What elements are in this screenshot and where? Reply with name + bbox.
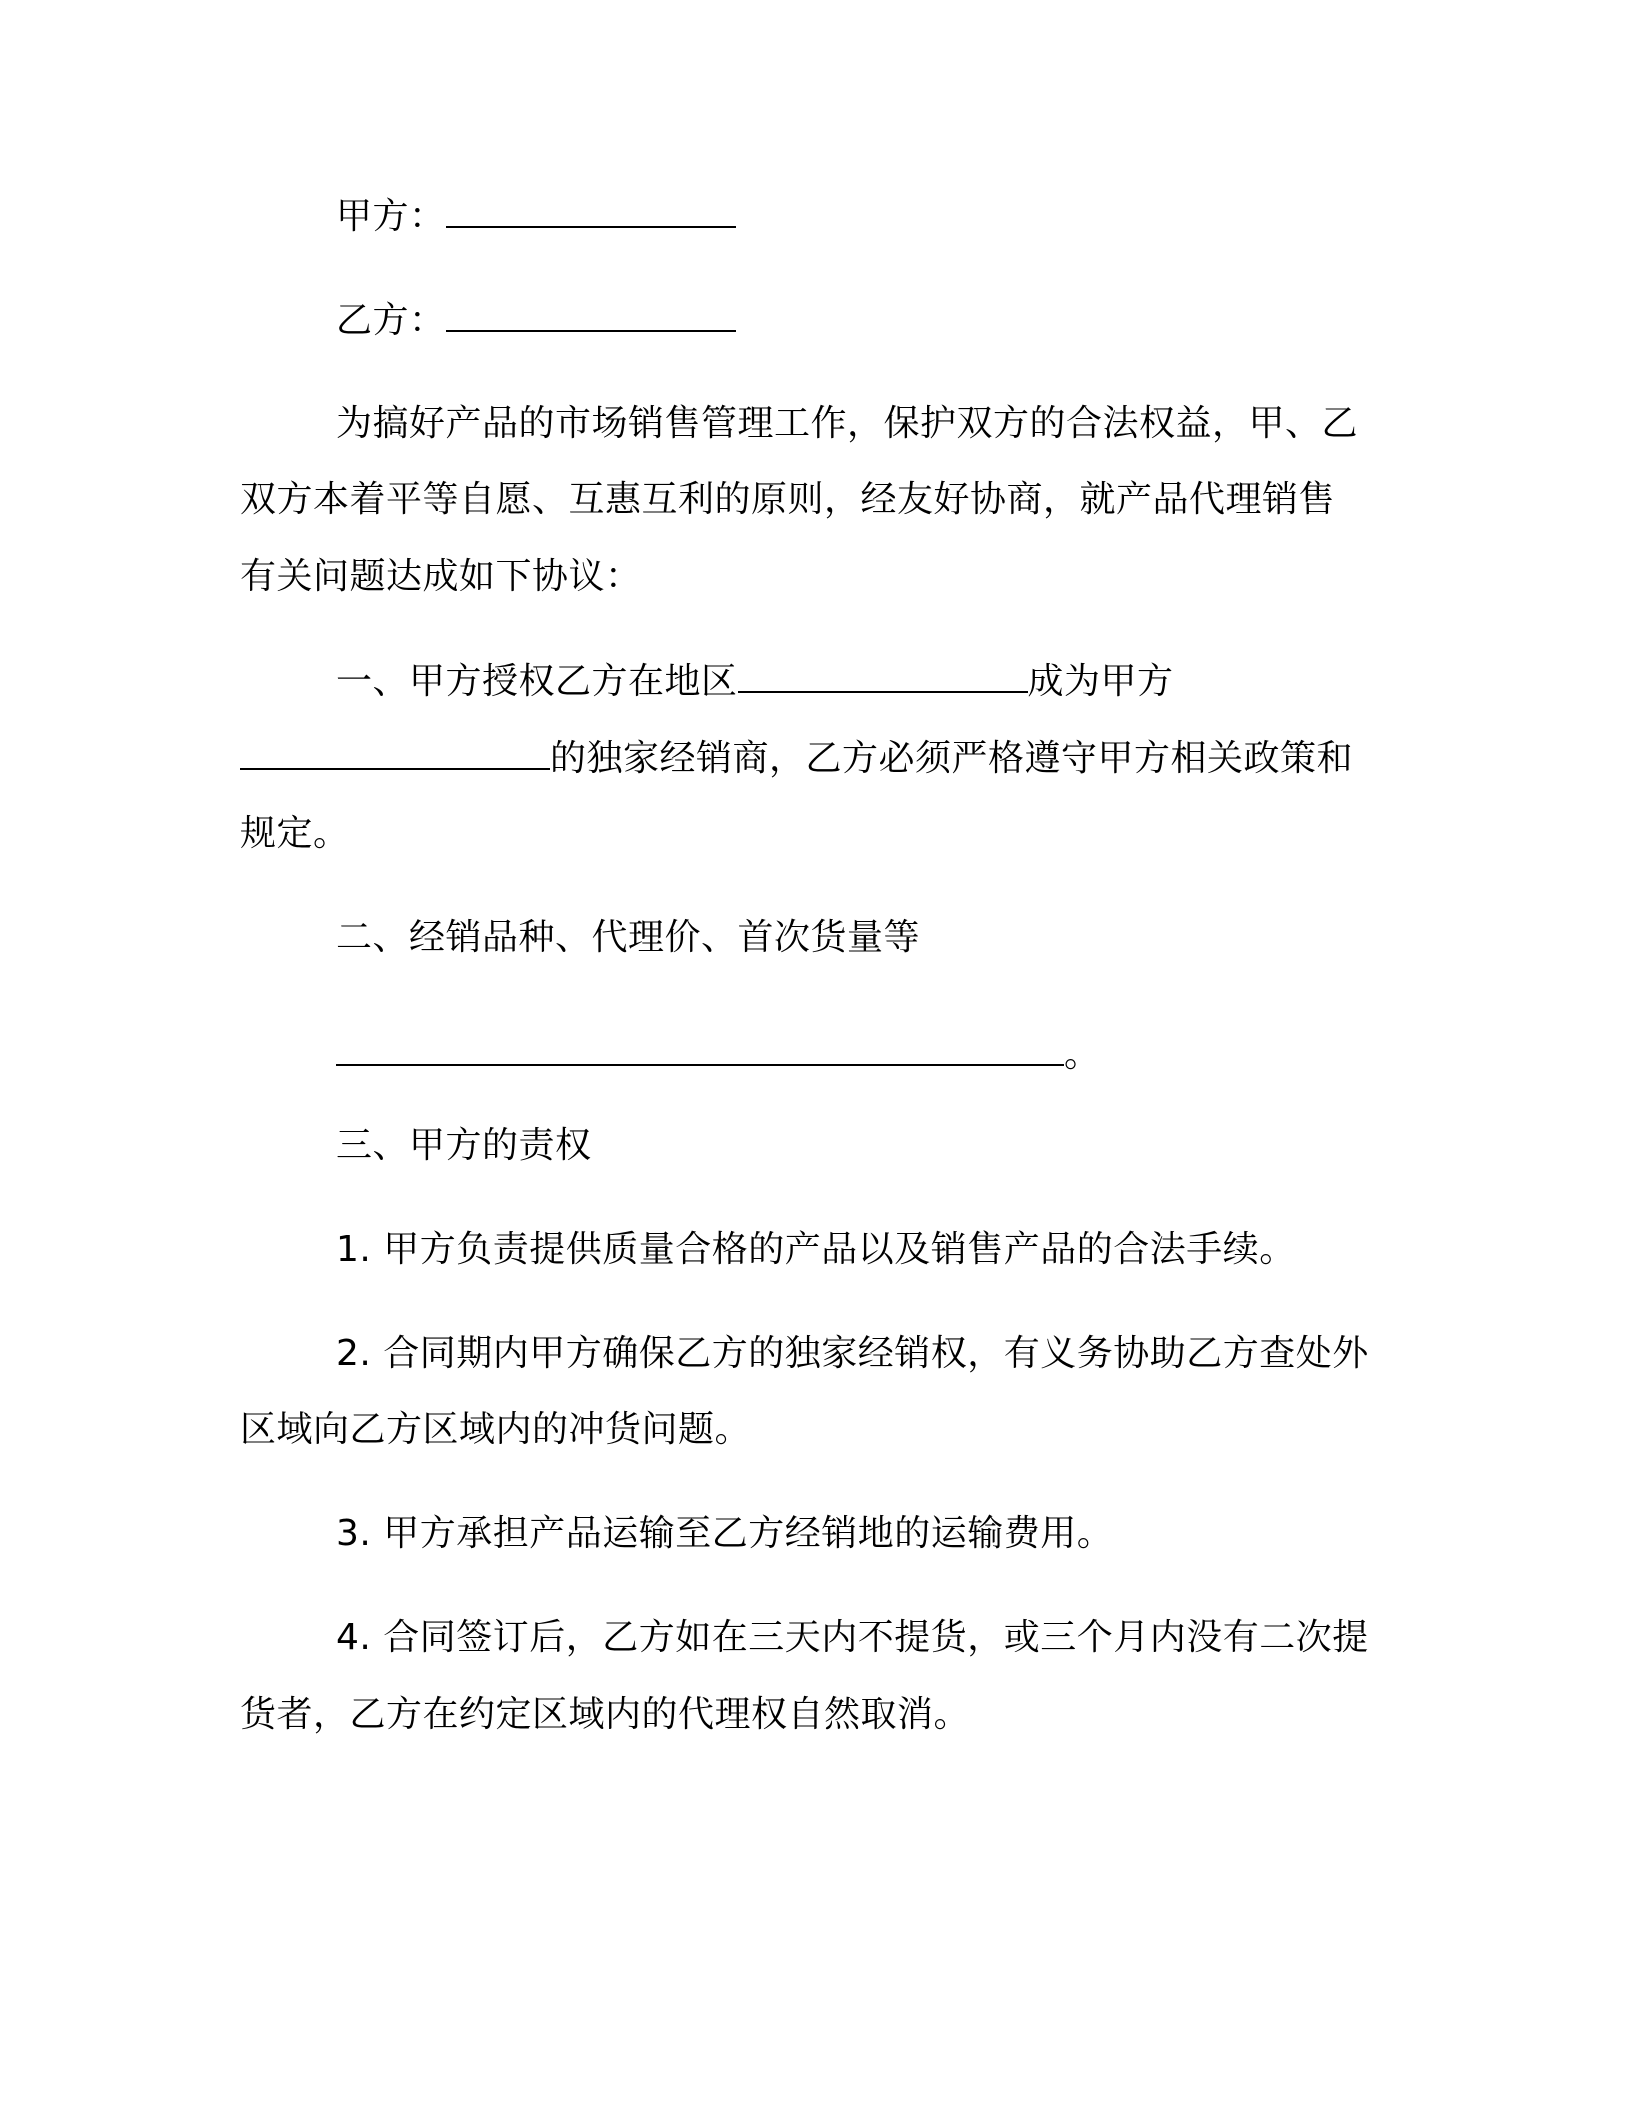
clause-3-item-2-line-1: 2. 合同期内甲方确保乙方的独家经销权，有义务协助乙方查处外 bbox=[336, 1333, 1369, 1374]
clause-3-item-3: 3. 甲方承担产品运输至乙方经销地的运输费用。 bbox=[336, 1513, 1114, 1554]
party-a-line bbox=[336, 196, 736, 237]
clause-3-item-4-line-2: 货者，乙方在约定区域内的代理权自然取消。 bbox=[240, 1694, 971, 1735]
document-page bbox=[240, 0, 1390, 2112]
clause-1-line-2 bbox=[240, 738, 1353, 779]
party-a-label: 甲方： bbox=[336, 196, 446, 237]
party-b-label: 乙方： bbox=[336, 300, 446, 341]
intro-line-3: 有关问题达成如下协议： bbox=[240, 556, 642, 597]
intro-line-2: 双方本着平等自愿、互惠互利的原则，经友好协商，就产品代理销售 bbox=[240, 479, 1336, 520]
clause-1-line-3: 规定。 bbox=[240, 813, 350, 854]
product-blank[interactable] bbox=[240, 738, 550, 770]
clause-1-text-c: 的独家经销商，乙方必须严格遵守甲方相关政策和 bbox=[550, 738, 1354, 779]
clause-2-end-mark: 。 bbox=[1064, 1034, 1101, 1075]
party-b-line bbox=[336, 300, 736, 341]
clause-3-item-4-line-1: 4. 合同签订后，乙方如在三天内不提货，或三个月内没有二次提 bbox=[336, 1617, 1369, 1658]
clause-1-text-b: 成为甲方 bbox=[1027, 661, 1174, 702]
clause-2-heading: 二、经销品种、代理价、首次货量等 bbox=[336, 917, 921, 958]
clause-1-text-a: 一、甲方授权乙方在地区 bbox=[336, 661, 738, 702]
variety-price-blank[interactable] bbox=[336, 1034, 1064, 1066]
clause-3-item-2-line-2: 区域向乙方区域内的冲货问题。 bbox=[240, 1409, 752, 1450]
clause-1-line-1 bbox=[336, 661, 1174, 702]
clause-2-fill-line bbox=[336, 1034, 1101, 1075]
party-b-blank[interactable] bbox=[446, 300, 736, 332]
clause-3-item-1: 1. 甲方负责提供质量合格的产品以及销售产品的合法手续。 bbox=[336, 1229, 1296, 1270]
intro-line-1: 为搞好产品的市场销售管理工作，保护双方的合法权益，甲、乙 bbox=[336, 403, 1359, 444]
party-a-blank[interactable] bbox=[446, 196, 736, 228]
clause-3-heading: 三、甲方的责权 bbox=[336, 1125, 592, 1166]
region-blank[interactable] bbox=[738, 661, 1028, 693]
